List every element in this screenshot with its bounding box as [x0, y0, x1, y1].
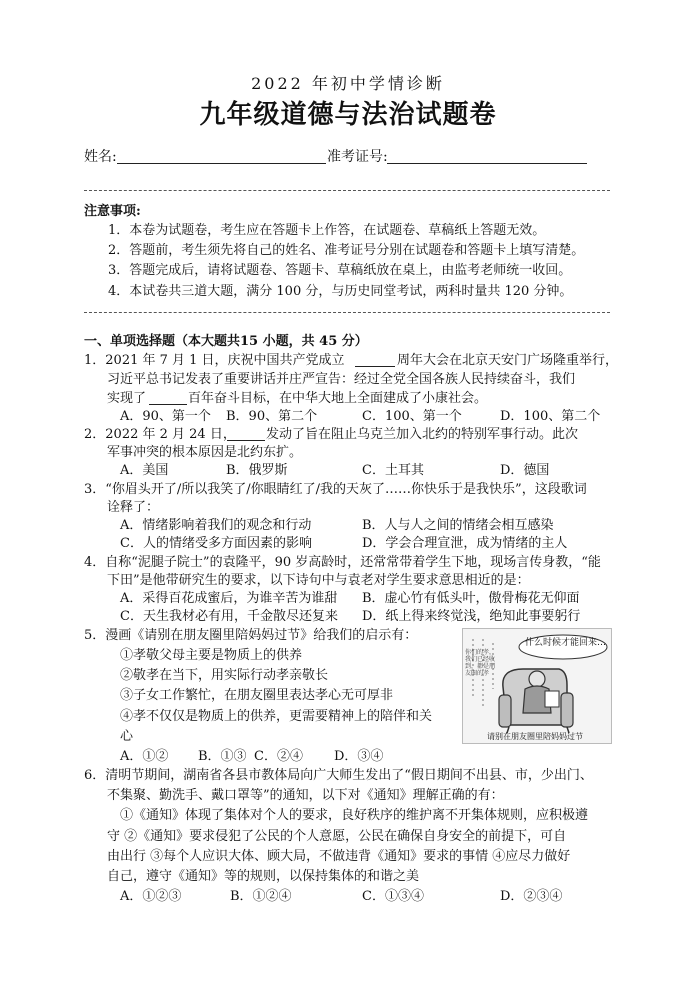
q5-option-c[interactable]: C．②④ [254, 749, 303, 764]
q5-line: 5．漫画《请别在朋友圈里陪妈妈过节》给我们的启示有： [84, 628, 418, 643]
q2-option-b[interactable]: B．俄罗斯 [226, 463, 288, 478]
note-item: 3．答题完成后，请将试题卷、答题卡、草稿纸放在桌上，由监考老师统一收回。 [108, 263, 572, 278]
q5-statement: ④孝不仅仅是物质上的供养，更需要精神上的陪伴和关 [120, 709, 433, 724]
q1-option-a[interactable]: A．90、第一个 [120, 409, 211, 424]
id-blank[interactable] [387, 163, 587, 164]
q2-option-d[interactable]: D．德国 [500, 463, 550, 478]
q2-blank [227, 440, 265, 441]
q1-line: 1．2021 年 7 月 1 日，庆祝中国共产党成立 [84, 353, 345, 368]
name-blank[interactable] [117, 163, 326, 164]
id-label: 准考证号: [327, 149, 388, 165]
q4-line: 4．自称“泥腿子院士”的袁隆平，90 岁高龄时，还常常带着学生下地，现场言传身教，“能 [84, 555, 601, 570]
q1-blank-1 [355, 366, 395, 367]
q6-line: 不集聚、勤洗手、戴口罩等”的通知，以下对《通知》理解正确的有： [107, 788, 504, 803]
q6-statement: ①《通知》体现了集体对个人的要求，良好秩序的维护离不开集体规则，应积极遵 [120, 808, 589, 823]
q1-option-c[interactable]: C．100、第一个 [362, 409, 462, 424]
note-item: 4．本试卷共三道大题，满分 100 分，与历史同堂考试，两科时量共 120 分钟。 [108, 284, 573, 299]
exam-subtitle: 2022 年初中学情诊断 [251, 74, 445, 93]
q4-line: 下田”是他带研究生的要求，以下诗句中与袁老对学生要求意思相近的是： [107, 573, 530, 588]
q6-option-a[interactable]: A．①②③ [120, 889, 182, 904]
name-label: 姓名: [84, 149, 117, 165]
cartoon-illustration [462, 628, 612, 744]
q3-line: 诠释了： [107, 500, 160, 515]
divider-bottom [84, 312, 610, 313]
q5-statement: ③子女工作繁忙，在朋友圈里表达孝心无可厚非 [120, 688, 394, 703]
q6-line: 6．清明节期间，湖南省各县市教体局向广大师生发出了“假日期间不出县、市，少出门、 [84, 768, 593, 783]
q6-option-d[interactable]: D．②③④ [500, 889, 563, 904]
q4-option-d[interactable]: D．纸上得来终觉浅，绝知此事要躬行 [362, 609, 581, 624]
q5-statement: ①孝敬父母主要是物质上的供养 [120, 648, 303, 663]
q5-option-d[interactable]: D．③④ [334, 749, 384, 764]
q1-line: 百年奋斗目标，在中华大地上全面建成了小康社会。 [188, 391, 488, 406]
cartoon-bubble-text: 什么时候才能回来… [525, 638, 607, 648]
q1-line: 周年大会在北京天安门广场隆重举行， [397, 353, 619, 368]
q2-line: 2．2022 年 2 月 24 日， [84, 427, 236, 442]
exam-title: 九年级道德与法治试题卷 [199, 100, 497, 130]
q6-statement: 由出行 ③每个人应识大体、顾大局，不做违背《通知》要求的事情 ④应尽力做好 [107, 849, 571, 864]
q4-option-a[interactable]: A．采得百花成蜜后，为谁辛苦为谁甜 [120, 591, 338, 606]
q5-statement: ②敬孝在当下，用实际行动孝亲敬长 [120, 668, 329, 683]
cartoon-caption: 请别在朋友圈里陪妈妈过节 [487, 732, 583, 741]
q6-option-c[interactable]: C．①③④ [362, 889, 424, 904]
q1-option-b[interactable]: B．90、第二个 [226, 409, 318, 424]
notes-heading: 注意事项: [84, 204, 141, 219]
cartoon-side-text: 你们的孝，我们已经收到，都是朋友圈的孝 [465, 649, 496, 677]
q3-line: 3．“你眉头开了/所以我笑了/你眼睛红了/我的天灰了……你快乐于是我快乐”，这段歌词 [84, 482, 587, 497]
q2-line: 发动了旨在阻止乌克兰加入北约的特别军事行动。此次 [266, 427, 579, 442]
q3-option-b[interactable]: B．人与人之间的情绪会相互感染 [362, 518, 554, 533]
q4-option-c[interactable]: C．天生我材必有用，千金散尽还复来 [120, 609, 338, 624]
note-item: 2．答题前，考生须先将自己的姓名、准考证号分别在试题卷和答题卡上填写清楚。 [108, 243, 585, 258]
q6-statement: 自己，遵守《通知》等的规则，以保持集体的和谐之美 [107, 869, 420, 884]
q2-line: 军事冲突的根本原因是北约东扩。 [107, 445, 303, 460]
section1-heading: 一、单项选择题（本大题共15 小题，共 45 分） [84, 334, 368, 349]
q5-option-b[interactable]: B．①③ [198, 749, 247, 764]
q1-option-d[interactable]: D．100、第二个 [500, 409, 601, 424]
q1-line: 习近平总书记发表了重要讲话并庄严宣告：经过全党全国各族人民持续奋斗，我们 [107, 372, 576, 387]
q2-option-a[interactable]: A．美国 [120, 463, 169, 478]
q5-statement: 心 [120, 729, 134, 744]
q3-option-c[interactable]: C．人的情绪受多方面因素的影响 [120, 536, 312, 551]
q6-statement: 守 ②《通知》要求侵犯了公民的个人意愿，公民在确保自身安全的前提下，可自 [107, 829, 567, 844]
note-item: 1．本卷为试题卷，考生应在答题卡上作答，在试题卷、草稿纸上答题无效。 [108, 223, 546, 238]
q3-option-d[interactable]: D．学会合理宣泄，成为情绪的主人 [362, 536, 568, 551]
q5-option-a[interactable]: A．①② [120, 749, 169, 764]
q4-option-b[interactable]: B．虚心竹有低头叶，傲骨梅花无仰面 [362, 591, 580, 606]
q2-option-c[interactable]: C．土耳其 [362, 463, 424, 478]
divider-top [84, 190, 610, 191]
q6-option-b[interactable]: B．①②④ [230, 889, 292, 904]
q3-option-a[interactable]: A．情绪影响着我们的观念和行动 [120, 518, 312, 533]
q1-line: 实现了 [107, 391, 147, 406]
q1-blank-2 [149, 404, 187, 405]
